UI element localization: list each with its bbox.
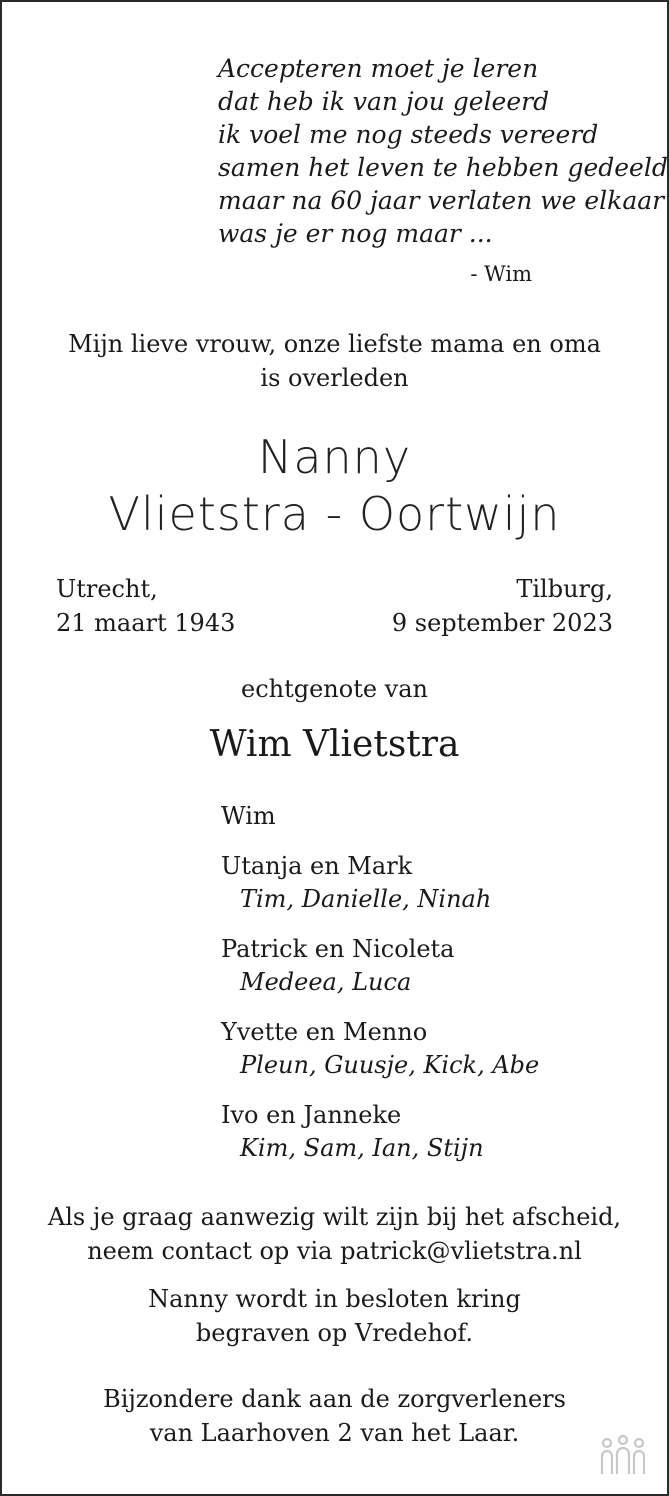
poem-signature: - Wim xyxy=(470,262,532,286)
burial-line-2: begraven op Vredehof. xyxy=(195,1319,474,1347)
poem-line: was je er nog maar ... xyxy=(218,219,493,248)
people-group-icon xyxy=(599,1434,647,1478)
family-parents: Ivo en Janneke xyxy=(221,1101,402,1129)
poem xyxy=(218,52,668,250)
burial-line-1: Nanny wordt in besloten kring xyxy=(148,1285,521,1313)
contact-line-1: Als je graag aanwezig wilt zijn bij het afscheid, xyxy=(47,1203,622,1231)
spouse-name: Wim Vlietstra xyxy=(209,724,460,765)
family-parents: Patrick en Nicoleta xyxy=(221,935,455,963)
deceased-full-name: Vlietstra - Oortwijn xyxy=(108,487,561,541)
family-children: Tim, Danielle, Ninah xyxy=(240,885,492,913)
poem-line: maar na 60 jaar verlaten we elkaar xyxy=(218,186,665,215)
death-place: Tilburg, xyxy=(516,575,613,603)
intro-line-2: is overleden xyxy=(260,364,409,392)
family-list xyxy=(221,800,539,1182)
birth-place: Utrecht, xyxy=(56,575,158,603)
intro-line-1: Mijn lieve vrouw, onze liefste mama en oma xyxy=(68,330,601,358)
thanks-notice xyxy=(2,1382,667,1450)
contact-line-2: neem contact op via patrick@vlietstra.nl xyxy=(87,1237,582,1265)
poem-line: dat heb ik van jou geleerd xyxy=(218,87,550,116)
family-group xyxy=(221,1099,539,1165)
intro-text xyxy=(2,327,667,395)
poem-line: ik voel me nog steeds vereerd xyxy=(218,120,599,149)
family-group xyxy=(221,933,539,999)
family-parents: Wim xyxy=(221,802,276,830)
deceased-first-name: Nanny xyxy=(257,430,412,484)
family-group xyxy=(221,850,539,916)
thanks-line-2: van Laarhoven 2 van het Laar. xyxy=(149,1419,520,1447)
thanks-line-1: Bijzondere dank aan de zorgverleners xyxy=(103,1385,566,1413)
family-children: Pleun, Guusje, Kick, Abe xyxy=(240,1051,540,1079)
death-info xyxy=(392,572,613,640)
contact-notice xyxy=(2,1200,667,1268)
spouse-relation: echtgenote van xyxy=(240,675,429,703)
family-parents: Utanja en Mark xyxy=(221,852,413,880)
family-children: Kim, Sam, Ian, Stijn xyxy=(240,1134,484,1162)
family-parents: Yvette en Menno xyxy=(221,1018,428,1046)
poem-line: samen het leven te hebben gedeeld xyxy=(218,153,668,182)
birth-info xyxy=(56,572,235,640)
family-group xyxy=(221,800,539,833)
burial-notice xyxy=(2,1282,667,1350)
family-children: Medeea, Luca xyxy=(240,968,412,996)
death-date: 9 september 2023 xyxy=(391,609,613,637)
poem-line: Accepteren moet je leren xyxy=(218,54,539,83)
birth-date: 21 maart 1943 xyxy=(56,609,236,637)
family-group xyxy=(221,1016,539,1082)
